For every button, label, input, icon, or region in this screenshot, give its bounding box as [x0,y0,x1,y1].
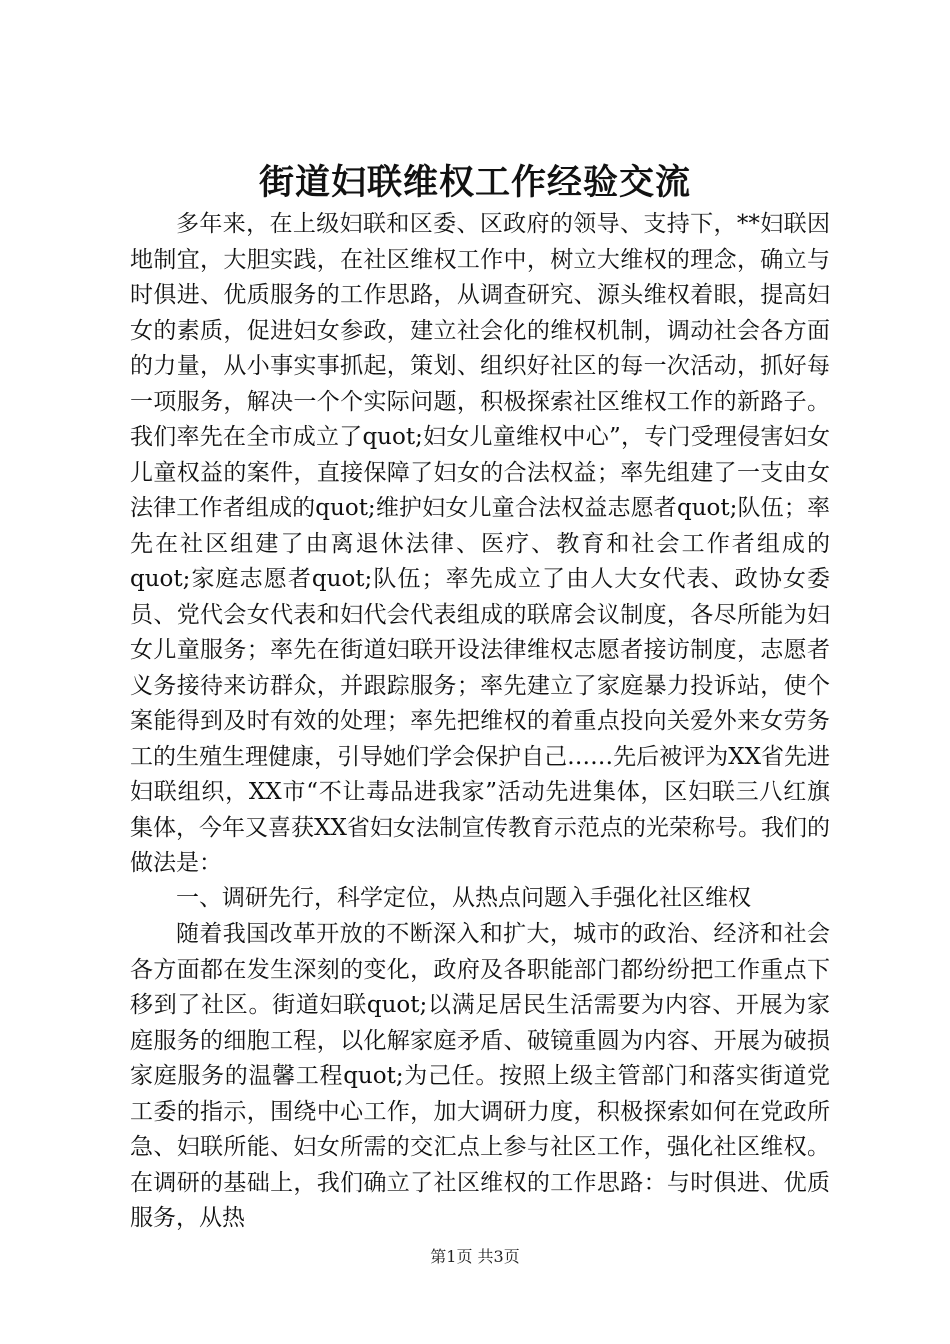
body-paragraph-2: 随着我国改革开放的不断深入和扩大，城市的政治、经济和社会各方面都在发生深刻的变化，政府及各职能部门都纷纷把工作重点下移到了社区。街道妇联quot;以满足居民生活需要为内容、开展为家庭服务的细胞工程，以化解家庭矛盾、破镜重圆为内容、开展为破损家庭服务的温馨工程quot;为己任。按照上级主管部门和落实街道党工委的指示，围绕中心工作，加大调研力度，积极探索如何在党政所急、妇联所能、妇女所需的交汇点上参与社区工作，强化社区维权。在调研的基础上，我们确立了社区维权的工作思路：与时俱进、优质服务，从热 [130,921,830,1231]
section-heading-1: 一、调研先行，科学定位，从热点问题入手强化社区维权 [176,885,751,911]
body-paragraph-1: 多年来，在上级妇联和区委、区政府的领导、支持下，**妇联因地制宜，大胆实践，在社区维权工作中，树立大维权的理念，确立与时俱进、优质服务的工作思路，从调查研究、源头维权着眼，提高妇女的素质，促进妇女参政，建立社会化的维权机制，调动社会各方面的力量，从小事实事抓起，策划、组织好社区的每一次活动，抓好每一项服务，解决一个个实际问题，积极探索社区维权工作的新路子。我们率先在全市成立了quot;妇女儿童维权中心”，专门受理侵害妇女儿童权益的案件，直接保障了妇女的合法权益；率先组建了一支由女法律工作者组成的quot;维护妇女儿童合法权益志愿者quot;队伍；率先在社区组建了由离退休法律、医疗、教育和社会工作者组成的quot;家庭志愿者quot;队伍；率先成立了由人大女代表、政协女委员、党代会女代表和妇代会代表组成的联席会议制度，各尽所能为妇女儿童服务；率先在街道妇联开设法律维权志愿者接访制度，志愿者义务接待来访群众，并跟踪服务；率先建立了家庭暴力投诉站，使个案能得到及时有效的处理；率先把维权的着重点投向关爱外来女劳务工的生殖生理健康，引导她们学会保护自己……先后被评为XX省先进妇联组织，XX市“不让毒品进我家”活动先进集体，区妇联三八红旗集体，今年又喜获XX省妇女法制宣传教育示范点的光荣称号。我们的做法是： [130,211,830,876]
document-title: 街道妇联维权工作经验交流 [258,162,691,203]
page-footer: 第1页 共3页 [430,1247,520,1266]
